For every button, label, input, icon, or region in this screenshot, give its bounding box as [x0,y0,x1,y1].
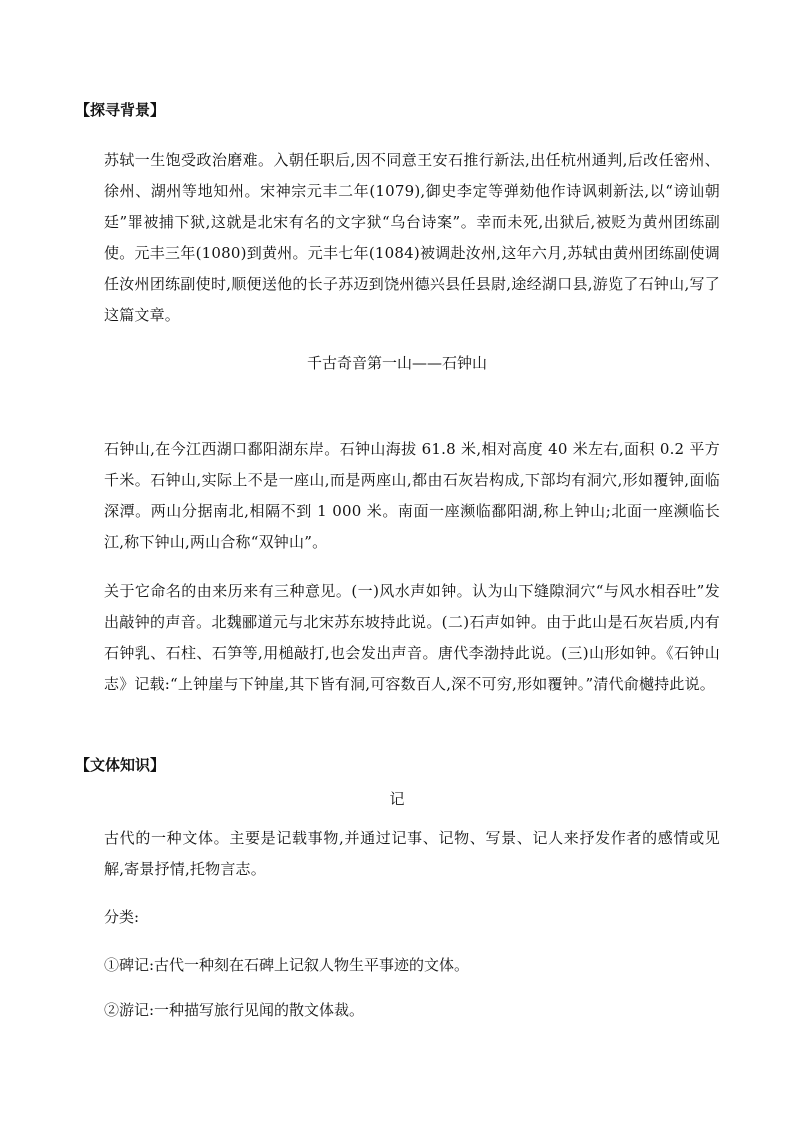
classification-item: ②游记:一种描写旅行见闻的散文体裁。 [104,1001,365,1019]
background-heading: 【探寻背景】 [75,101,166,119]
genre-title: 记 [389,790,405,808]
classification-item: ①碑记:古代一种刻在石碑上记叙人物生平事迹的文体。 [104,956,470,974]
mountain-paragraph-1: 石钟山,在今江西湖口鄱阳湖东岸。石钟山海拔 61.8 米,相对高度 40 米左右,面积 0.2 平方千米。石钟山,实际上不是一座山,而是两座山,都由石灰岩构成,下部均有洞穴,形如覆钟,面临深潭。两山分据南北,相隔不到 1 000 米。南面一座濒临鄱阳湖,称上钟山;北面一座濒临长江,称下钟山,两山合称“双钟山”。 [104,440,720,551]
background-paragraph [104,145,720,331]
mountain-paragraph-2: 关于它命名的由来历来有三种意见。(一)风水声如钟。认为山下缝隙洞穴“与风水相吞吐”发出敲钟的声音。北魏郦道元与北宋苏东坡持此说。(二)石声如钟。由于此山是石灰岩质,内有石钟乳、石柱、石笋等,用槌敲打,也会发出声音。唐代李渤持此说。(三)山形如钟。《石钟山志》记载:“上钟崖与下钟崖,其下皆有洞,可容数百人,深不可穷,形如覆钟。”清代俞樾持此说。 [104,582,720,693]
background-paragraph-text: 苏轼一生饱受政治磨难。入朝任职后,因不同意王安石推行新法,出任杭州通判,后改任密州、徐州、湖州等地知州。宋神宗元丰二年(1079),御史李定等弹劾他作诗讽刺新法,以“谤讪朝廷”罪被捕下狱,这就是北宋有名的文字狱“乌台诗案”。幸而未死,出狱后,被贬为黄州团练副使。元丰三年(1080)到黄州。元丰七年(1084)被调赴汝州,这年六月,苏轼由黄州团练副使调任汝州团练副使时,顺便送他的长子苏迈到饶州德兴县任县尉,途经湖口县,游览了石钟山,写了这篇文章。 [104,151,720,324]
mountain-title: 千古奇音第一山——石钟山 [306,354,487,372]
genre-paragraph: 古代的一种文体。主要是记载事物,并通过记事、记物、写景、记人来抒发作者的感情或见解,寄景抒情,托物言志。 [104,829,720,878]
genre-heading: 【文体知识】 [75,756,166,774]
classification-label: 分类: [104,908,140,926]
